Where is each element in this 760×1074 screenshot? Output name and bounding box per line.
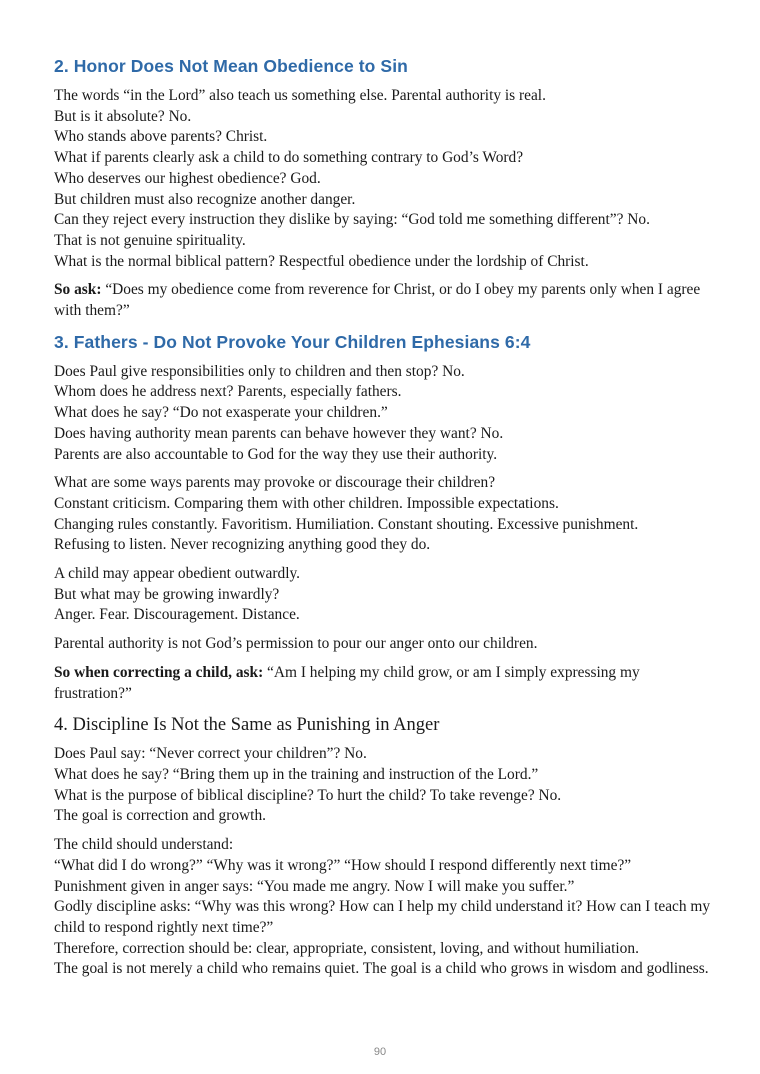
section-4-paragraph-2 xyxy=(54,835,720,980)
section-3-heading: 3. Fathers - Do Not Provoke Your Children Ephesians 6:4 xyxy=(54,331,531,352)
text-line: Constant criticism. Comparing them with other children. Impossible expectations. xyxy=(54,494,559,512)
text-line: Changing rules constantly. Favoritism. Humiliation. Constant shouting. Excessive punishment. xyxy=(54,515,639,533)
ask-text: “Am I helping my child grow, or am I simply expressing my frustration?” xyxy=(54,663,640,702)
section-3-paragraph-4: Parental authority is not God’s permission to pour our anger onto our children. xyxy=(54,635,538,653)
text-line: Anger. Fear. Discouragement. Distance. xyxy=(54,606,300,624)
section-4-heading: 4. Discipline Is Not the Same as Punishing in Anger xyxy=(54,715,440,736)
section-3-paragraph-1 xyxy=(54,362,720,466)
text-line: Punishment given in anger says: “You made me angry. Now I will make you suffer.” xyxy=(54,877,575,895)
text-line: The child should understand: xyxy=(54,836,234,854)
text-line: Godly discipline asks: “Why was this wrong? How can I help my child understand it? How can I teach my child to respond rightly next time?” xyxy=(54,898,711,936)
ask-label: So ask: xyxy=(54,281,102,299)
section-2-ask xyxy=(54,280,720,321)
section-2-paragraph xyxy=(54,86,720,272)
text-line: Whom does he address next? Parents, especially fathers. xyxy=(54,383,402,401)
text-line: What are some ways parents may provoke or discourage their children? xyxy=(54,474,496,492)
section-3-ask xyxy=(54,663,720,704)
text-line: What does he say? “Do not exasperate your children.” xyxy=(54,404,388,422)
text-line: Who deserves our highest obedience? God. xyxy=(54,169,321,187)
text-line: Can they reject every instruction they dislike by saying: “God told me something different”? No. xyxy=(54,211,650,229)
text-line: Refusing to listen. Never recognizing anything good they do. xyxy=(54,536,431,554)
text-line: Does Paul give responsibilities only to children and then stop? No. xyxy=(54,362,465,380)
text-line: That is not genuine spirituality. xyxy=(54,231,246,249)
text-line: Does having authority mean parents can behave however they want? No. xyxy=(54,424,504,442)
text-line: The goal is not merely a child who remains quiet. The goal is a child who grows in wisdom and godliness. xyxy=(54,960,709,978)
text-line: What is the normal biblical pattern? Respectful obedience under the lordship of Christ. xyxy=(54,252,589,270)
text-line: But is it absolute? No. xyxy=(54,107,192,125)
ask-text: “Does my obedience come from reverence for Christ, or do I obey my parents only when I agree with them?” xyxy=(54,281,701,320)
section-2-heading: 2. Honor Does Not Mean Obedience to Sin xyxy=(54,56,408,76)
text-line: What does he say? “Bring them up in the training and instruction of the Lord.” xyxy=(54,765,539,783)
text-line: A child may appear obedient outwardly. xyxy=(54,565,301,583)
text-line: The goal is correction and growth. xyxy=(54,807,266,825)
text-line: But children must also recognize another danger. xyxy=(54,190,356,208)
ask-label: So when correcting a child, ask: xyxy=(54,663,264,681)
text-line: Therefore, correction should be: clear, appropriate, consistent, loving, and without humiliation. xyxy=(54,939,639,957)
page-number: 90 xyxy=(373,1046,387,1058)
text-line: “What did I do wrong?” “Why was it wrong?” “How should I respond differently next time?” xyxy=(54,856,632,874)
text-line: What is the purpose of biblical discipline? To hurt the child? To take revenge? No. xyxy=(54,786,562,804)
text-line: Who stands above parents? Christ. xyxy=(54,128,268,146)
section-3-paragraph-2 xyxy=(54,473,720,556)
text-line: What if parents clearly ask a child to do something contrary to God’s Word? xyxy=(54,149,524,167)
section-3-paragraph-3 xyxy=(54,564,720,626)
text-line: The words “in the Lord” also teach us something else. Parental authority is real. xyxy=(54,87,546,104)
text-line: Does Paul say: “Never correct your children”? No. xyxy=(54,745,367,763)
text-line: Parents are also accountable to God for the way they use their authority. xyxy=(54,445,498,463)
text-line: But what may be growing inwardly? xyxy=(54,585,280,603)
section-4-paragraph-1 xyxy=(54,744,720,827)
